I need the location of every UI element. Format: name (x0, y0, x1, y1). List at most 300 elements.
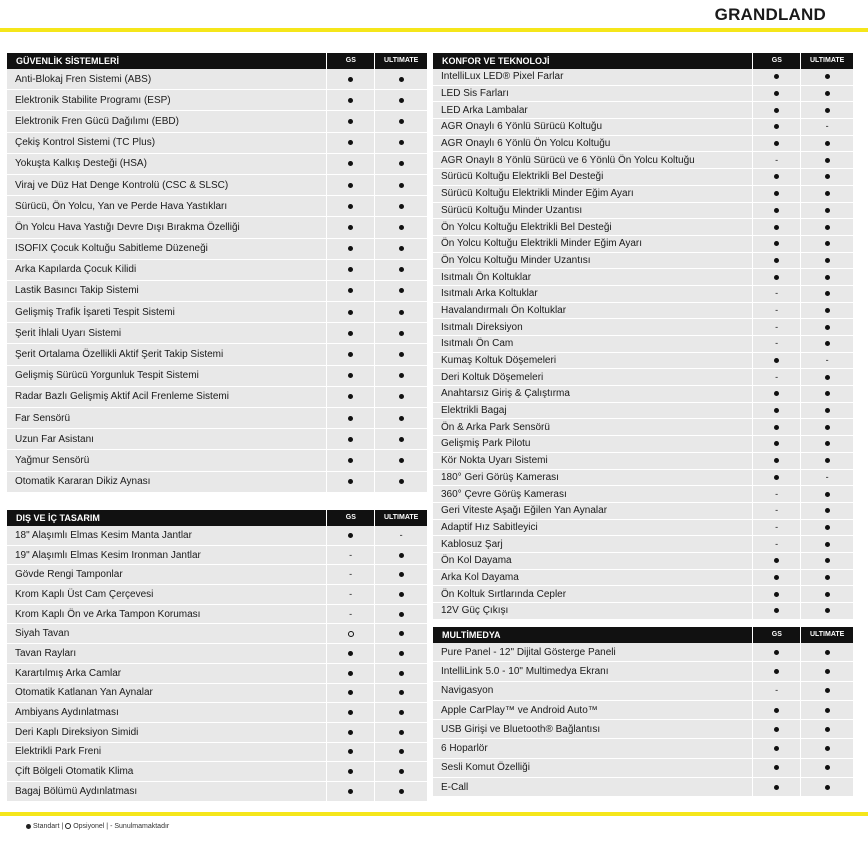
table-row (433, 570, 853, 587)
ultimate-cell (374, 546, 427, 565)
gs-cell (752, 69, 800, 85)
feature-label: Isıtmalı Direksiyon (441, 321, 523, 333)
feature-label: E-Call (441, 781, 469, 793)
table-row (7, 69, 427, 90)
ultimate-cell (800, 203, 853, 219)
standard-dot-icon (825, 708, 830, 713)
feature-label: Gelişmiş Sürücü Yorgunluk Tespit Sistemi (15, 370, 199, 382)
standard-dot-icon (825, 650, 830, 655)
table-row (7, 585, 427, 605)
ultimate-cell (374, 323, 427, 343)
table-row (7, 111, 427, 132)
standard-dot-icon (825, 492, 830, 497)
table-row (7, 408, 427, 429)
feature-label: Çift Bölgeli Otomatik Klima (15, 766, 134, 778)
ultimate-cell (800, 136, 853, 152)
standard-dot-icon (399, 769, 404, 774)
column-ultimate-header: ULTIMATE (800, 627, 853, 643)
standard-dot-icon (399, 288, 404, 293)
gs-cell (752, 169, 800, 185)
feature-label: Otomatik Katlanan Yan Aynalar (15, 687, 153, 699)
table-row (7, 344, 427, 365)
feature-label: Anahtarsız Giriş & Çalıştırma (441, 388, 570, 400)
table-row (7, 281, 427, 302)
gs-cell (326, 111, 374, 131)
table-row (433, 419, 853, 436)
standard-dot-icon (774, 225, 779, 230)
gs-cell (752, 353, 800, 369)
standard-dot-icon (399, 77, 404, 82)
standard-dot-icon (774, 592, 779, 597)
feature-label: Uzun Far Asistanı (15, 433, 94, 445)
standard-dot-icon (348, 690, 353, 695)
ultimate-cell (374, 175, 427, 195)
gs-cell (326, 217, 374, 237)
gs-cell (752, 643, 800, 661)
standard-dot-icon (26, 824, 31, 829)
table-row (433, 436, 853, 453)
standard-dot-icon (774, 441, 779, 446)
gs-cell (752, 586, 800, 602)
gs-cell (752, 553, 800, 569)
ultimate-cell (374, 743, 427, 762)
feature-label: IntelliLux LED® Pixel Farlar (441, 71, 564, 83)
standard-dot-icon (825, 308, 830, 313)
not-available-dash: - (775, 154, 779, 165)
ultimate-cell (800, 386, 853, 402)
feature-label: Sürücü Koltuğu Minder Uzantısı (441, 204, 583, 216)
gs-cell (752, 778, 800, 796)
legend-na: Sunulmamaktadır (114, 823, 170, 830)
table-row (433, 662, 853, 681)
gs-cell (326, 90, 374, 110)
standard-dot-icon (825, 91, 830, 96)
feature-label: ISOFIX Çocuk Koltuğu Sabitleme Düzeneği (15, 243, 208, 255)
standard-dot-icon (348, 98, 353, 103)
ultimate-cell (374, 408, 427, 428)
standard-dot-icon (348, 710, 353, 715)
ultimate-cell (800, 102, 853, 118)
gs-cell (326, 175, 374, 195)
feature-label: Ön Koltuk Sırtlarında Cepler (441, 588, 567, 600)
standard-dot-icon (399, 246, 404, 251)
ultimate-cell (800, 682, 853, 700)
table-row (7, 624, 427, 644)
ultimate-cell (374, 624, 427, 643)
feature-label: Arka Kapılarda Çocuk Kilidi (15, 264, 137, 276)
feature-label: Gövde Rengi Tamponlar (15, 569, 123, 581)
feature-label: Bagaj Bölümü Aydınlatması (15, 785, 138, 797)
column-ultimate-header: ULTIMATE (800, 53, 853, 69)
feature-label: Ön Yolcu Hava Yastığı Devre Dışı Bırakma Özelliği (15, 221, 240, 233)
not-available-dash: - (399, 529, 403, 540)
standard-dot-icon (825, 108, 830, 113)
table-row (433, 186, 853, 203)
gs-cell (752, 152, 800, 168)
table-row (7, 684, 427, 704)
ultimate-cell (800, 186, 853, 202)
standard-dot-icon (774, 558, 779, 563)
standard-dot-icon (825, 325, 830, 330)
feature-label: Havalandırmalı Ön Koltuklar (441, 304, 567, 316)
ultimate-cell (374, 90, 427, 110)
feature-label: Ön Yolcu Koltuğu Minder Uzantısı (441, 254, 591, 266)
feature-label: Krom Kaplı Üst Cam Çerçevesi (15, 588, 154, 600)
gs-cell (326, 585, 374, 604)
standard-dot-icon (399, 310, 404, 315)
feature-label: Deri Koltuk Döşemeleri (441, 371, 544, 383)
feature-label: Viraj ve Düz Hat Denge Kontrolü (CSC & SLSC) (15, 179, 229, 191)
ultimate-cell (374, 196, 427, 216)
ultimate-cell (800, 419, 853, 435)
standard-dot-icon (825, 669, 830, 674)
standard-dot-icon (825, 208, 830, 213)
table-row (7, 429, 427, 450)
ultimate-cell (374, 281, 427, 301)
standard-dot-icon (774, 141, 779, 146)
table-row (433, 102, 853, 119)
standard-dot-icon (348, 730, 353, 735)
standard-dot-icon (825, 391, 830, 396)
standard-dot-icon (348, 288, 353, 293)
table-row (433, 253, 853, 270)
gs-cell (752, 336, 800, 352)
ultimate-cell (800, 403, 853, 419)
section-header (433, 53, 853, 69)
table-row (7, 323, 427, 344)
table-row (433, 319, 853, 336)
table-row (433, 739, 853, 758)
ultimate-cell (374, 723, 427, 742)
table-row (433, 470, 853, 487)
table-row (433, 219, 853, 236)
gs-cell (752, 269, 800, 285)
standard-dot-icon (348, 140, 353, 145)
feature-label: Ön & Arka Park Sensörü (441, 421, 550, 433)
standard-dot-icon (825, 727, 830, 732)
gs-cell (326, 723, 374, 742)
section-title: KONFOR VE TEKNOLOJİ (442, 56, 550, 66)
not-available-dash: - (349, 608, 353, 619)
ultimate-cell (800, 643, 853, 661)
standard-dot-icon (774, 408, 779, 413)
gs-cell (752, 319, 800, 335)
gs-cell (326, 546, 374, 565)
ultimate-cell (374, 605, 427, 624)
gs-cell (752, 119, 800, 135)
ultimate-cell (800, 236, 853, 252)
not-available-dash: - (825, 471, 829, 482)
standard-dot-icon (825, 241, 830, 246)
table-row (433, 269, 853, 286)
feature-label: Deri Kaplı Direksiyon Simidi (15, 726, 139, 738)
ultimate-cell (800, 759, 853, 777)
ultimate-cell (800, 336, 853, 352)
gs-cell (326, 624, 374, 643)
feature-label: 18" Alaşımlı Elmas Kesim Manta Jantlar (15, 529, 192, 541)
ultimate-cell (800, 69, 853, 85)
section-title: MULTİMEDYA (442, 630, 501, 640)
not-available-dash: - (349, 588, 353, 599)
ultimate-cell (374, 429, 427, 449)
feature-label: Otomatik Kararan Dikiz Aynası (15, 476, 151, 488)
standard-dot-icon (348, 749, 353, 754)
ultimate-cell (374, 387, 427, 407)
standard-dot-icon (825, 785, 830, 790)
table-row (433, 453, 853, 470)
standard-dot-icon (348, 119, 353, 124)
table-row (433, 503, 853, 520)
standard-dot-icon (825, 575, 830, 580)
feature-label: Far Sensörü (15, 412, 71, 424)
ultimate-cell (374, 154, 427, 174)
ultimate-cell (800, 219, 853, 235)
gs-cell (326, 239, 374, 259)
section-header (7, 53, 427, 69)
ultimate-cell (800, 269, 853, 285)
table-row (433, 353, 853, 370)
table-row (433, 603, 853, 620)
feature-label: AGR Onaylı 6 Yönlü Ön Yolcu Koltuğu (441, 138, 611, 150)
table-row (7, 472, 427, 493)
ultimate-cell (374, 762, 427, 781)
table-row (7, 260, 427, 281)
gs-cell (752, 102, 800, 118)
legend (26, 823, 169, 830)
table-row (433, 386, 853, 403)
feature-label: IntelliLink 5.0 - 10" Multimedya Ekranı (441, 665, 609, 677)
standard-dot-icon (348, 77, 353, 82)
table-row (433, 86, 853, 103)
standard-dot-icon (399, 749, 404, 754)
gs-cell (326, 565, 374, 584)
gs-cell (752, 682, 800, 700)
standard-dot-icon (825, 341, 830, 346)
standard-dot-icon (348, 533, 353, 538)
ultimate-cell (800, 152, 853, 168)
standard-dot-icon (399, 98, 404, 103)
standard-dot-icon (348, 246, 353, 251)
feature-label: 360° Çevre Görüş Kamerası (441, 488, 567, 500)
ultimate-cell (800, 86, 853, 102)
ultimate-cell (800, 319, 853, 335)
gs-cell (326, 743, 374, 762)
feature-label: Sürücü, Ön Yolcu, Yan ve Perde Hava Yastıkları (15, 200, 228, 212)
gs-cell (326, 260, 374, 280)
table-row (7, 644, 427, 664)
standard-dot-icon (825, 375, 830, 380)
table-row (433, 701, 853, 720)
standard-dot-icon (825, 275, 830, 280)
ultimate-cell (800, 739, 853, 757)
standard-dot-icon (399, 183, 404, 188)
not-available-dash: - (775, 321, 779, 332)
section-dis-ic-tasarim (7, 510, 427, 802)
ultimate-cell (800, 778, 853, 796)
gs-cell (752, 219, 800, 235)
ultimate-cell (800, 553, 853, 569)
standard-dot-icon (774, 425, 779, 430)
gs-cell (326, 408, 374, 428)
not-available-dash: - (775, 505, 779, 516)
gs-cell (752, 701, 800, 719)
standard-dot-icon (399, 416, 404, 421)
standard-dot-icon (774, 391, 779, 396)
table-row (433, 759, 853, 778)
gs-cell (326, 762, 374, 781)
gs-cell (326, 196, 374, 216)
top-accent-bar (0, 28, 868, 32)
standard-dot-icon (774, 124, 779, 129)
ultimate-cell (374, 344, 427, 364)
feature-label: 19" Alaşımlı Elmas Kesim Ironman Jantlar (15, 549, 201, 561)
bottom-accent-bar (0, 812, 868, 816)
standard-dot-icon (348, 225, 353, 230)
standard-dot-icon (825, 542, 830, 547)
standard-dot-icon (399, 671, 404, 676)
not-available-dash: - (775, 304, 779, 315)
gs-cell (752, 136, 800, 152)
column-ultimate-header: ULTIMATE (374, 510, 427, 526)
feature-label: AGR Onaylı 6 Yönlü Sürücü Koltuğu (441, 121, 603, 133)
table-row (7, 605, 427, 625)
standard-dot-icon (825, 291, 830, 296)
feature-label: Tavan Rayları (15, 647, 77, 659)
table-row (7, 782, 427, 802)
ultimate-cell (800, 520, 853, 536)
column-gs-header: GS (752, 627, 800, 643)
gs-cell (752, 486, 800, 502)
ultimate-cell (374, 111, 427, 131)
brand-title: GRANDLAND (714, 5, 826, 24)
standard-dot-icon (399, 479, 404, 484)
standard-dot-icon (399, 631, 404, 636)
gs-cell (752, 236, 800, 252)
ultimate-cell (374, 302, 427, 322)
standard-dot-icon (348, 204, 353, 209)
table-row (7, 526, 427, 546)
standard-dot-icon (774, 241, 779, 246)
standard-dot-icon (825, 558, 830, 563)
table-row (7, 196, 427, 217)
standard-dot-icon (399, 458, 404, 463)
feature-label: Kumaş Koltuk Döşemeleri (441, 355, 557, 367)
gs-cell (752, 453, 800, 469)
gs-cell (752, 369, 800, 385)
table-row (7, 546, 427, 566)
table-row (7, 366, 427, 387)
not-available-dash: - (775, 288, 779, 299)
feature-label: Lastik Basıncı Takip Sistemi (15, 285, 139, 297)
standard-dot-icon (825, 508, 830, 513)
standard-dot-icon (399, 651, 404, 656)
table-row (7, 723, 427, 743)
column-gs-header: GS (326, 53, 374, 69)
ultimate-cell (800, 536, 853, 552)
feature-label: Adaptif Hız Sabitleyici (441, 521, 538, 533)
standard-dot-icon (825, 158, 830, 163)
standard-dot-icon (774, 275, 779, 280)
feature-label: Ön Yolcu Koltuğu Elektrikli Minder Eğim Ayarı (441, 238, 643, 250)
ultimate-cell (374, 684, 427, 703)
section-header (7, 510, 427, 526)
feature-label: AGR Onaylı 8 Yönlü Sürücü ve 6 Yönlü Ön Yolcu Koltuğu (441, 154, 695, 166)
standard-dot-icon (399, 437, 404, 442)
table-row (433, 286, 853, 303)
standard-dot-icon (399, 592, 404, 597)
standard-dot-icon (348, 310, 353, 315)
ultimate-cell (800, 369, 853, 385)
feature-label: Elektronik Fren Gücü Dağılımı (EBD) (15, 115, 179, 127)
standard-dot-icon (399, 225, 404, 230)
standard-dot-icon (774, 208, 779, 213)
feature-label: Navigasyon (441, 685, 494, 697)
ultimate-cell (800, 253, 853, 269)
gs-cell (326, 344, 374, 364)
gs-cell (326, 302, 374, 322)
feature-label: Yağmur Sensörü (15, 454, 90, 466)
feature-label: Ön Kol Dayama (441, 555, 512, 567)
table-row (7, 302, 427, 323)
gs-cell (752, 536, 800, 552)
ultimate-cell (374, 133, 427, 153)
ultimate-cell (800, 503, 853, 519)
ultimate-cell (800, 701, 853, 719)
not-available-dash: - (775, 685, 779, 696)
section-title: DIŞ VE İÇ TASARIM (16, 513, 100, 523)
table-row (433, 682, 853, 701)
feature-label: Elektrikli Park Freni (15, 746, 102, 758)
feature-label: Sürücü Koltuğu Elektrikli Bel Desteği (441, 171, 604, 183)
ultimate-cell (800, 303, 853, 319)
table-row (433, 586, 853, 603)
table-row (433, 778, 853, 797)
standard-dot-icon (825, 225, 830, 230)
feature-label: 12V Güç Çıkışı (441, 605, 509, 617)
gs-cell (326, 526, 374, 545)
standard-dot-icon (825, 765, 830, 770)
legend-sep: | (61, 823, 64, 830)
feature-label: Isıtmalı Ön Cam (441, 338, 514, 350)
table-row (433, 236, 853, 253)
table-row (7, 703, 427, 723)
feature-label: Kablosuz Şarj (441, 538, 503, 550)
standard-dot-icon (774, 91, 779, 96)
standard-dot-icon (774, 575, 779, 580)
table-row (433, 720, 853, 739)
table-row (7, 450, 427, 471)
not-available-dash: - (775, 371, 779, 382)
ultimate-cell (800, 586, 853, 602)
standard-dot-icon (348, 394, 353, 399)
section-title: GÜVENLİK SİSTEMLERİ (16, 56, 120, 66)
gs-cell (752, 386, 800, 402)
table-row (7, 217, 427, 238)
feature-label: Şerit Ortalama Özellikli Aktif Şerit Takip Sistemi (15, 349, 224, 361)
table-row (7, 90, 427, 111)
standard-dot-icon (825, 141, 830, 146)
feature-label: LED Arka Lambalar (441, 104, 528, 116)
optional-ring-icon (348, 631, 354, 637)
feature-label: Şerit İhlali Uyarı Sistemi (15, 327, 122, 339)
column-ultimate-header: ULTIMATE (374, 53, 427, 69)
ultimate-cell (374, 585, 427, 604)
gs-cell (752, 186, 800, 202)
table-row (433, 536, 853, 553)
standard-dot-icon (399, 730, 404, 735)
standard-dot-icon (399, 140, 404, 145)
gs-cell (326, 366, 374, 386)
